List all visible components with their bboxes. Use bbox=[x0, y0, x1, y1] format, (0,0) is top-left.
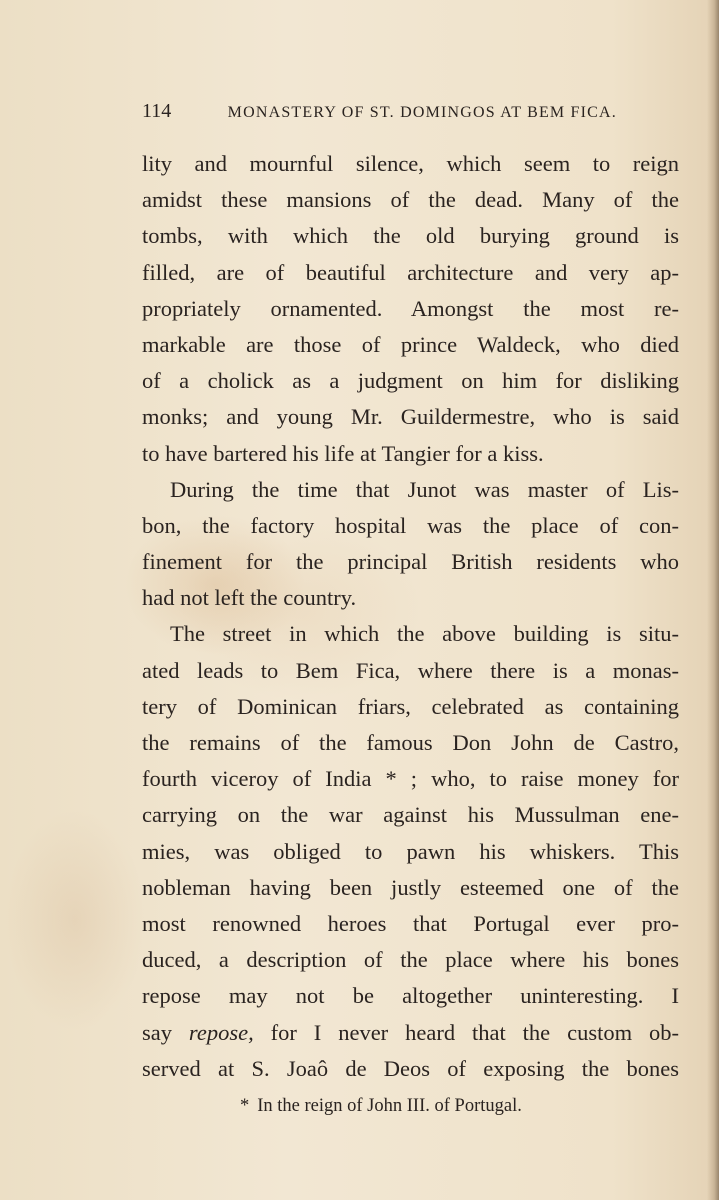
paragraph-start-line: During the time that Junot was master of Lis- bbox=[170, 476, 679, 502]
text-line: duced, a description of the place where his bones bbox=[142, 947, 679, 973]
text-line: the remains of the famous Don John de Castro, bbox=[142, 730, 679, 755]
footnote-text: In the reign of John III. of Portugal. bbox=[257, 1096, 522, 1116]
text-line: served at S. Joaô de Deos of exposing the bones bbox=[142, 1055, 679, 1081]
text-line: tery of Dominican friars, celebrated as containing bbox=[142, 693, 679, 719]
text-line: lity and mournful silence, which seem to reign bbox=[142, 151, 679, 176]
footnote-marker: * bbox=[240, 1096, 250, 1116]
text-line: markable are those of prince Waldeck, who died bbox=[142, 331, 679, 357]
text-line: ated leads to Bem Fica, where there is a monas- bbox=[142, 657, 679, 683]
text-line: finement for the principal British residents who bbox=[142, 549, 679, 575]
page-number: 114 bbox=[142, 100, 172, 122]
paragraph-start-line: The street in which the above building is situ- bbox=[170, 621, 679, 647]
text-line-with-italic bbox=[142, 1015, 679, 1051]
text-line: most renowned heroes that Portugal ever pro- bbox=[142, 910, 679, 936]
text-line: tombs, with which the old burying ground is bbox=[142, 223, 679, 249]
text-line: to have bartered his life at Tangier for a kiss. bbox=[142, 440, 544, 466]
text-line: carrying on the war against his Mussulman ene- bbox=[142, 802, 679, 828]
text-line: mies, was obliged to pawn his whiskers. This bbox=[142, 838, 679, 864]
text-line: monks; and young Mr. Guildermestre, who is said bbox=[142, 404, 679, 430]
running-head bbox=[142, 100, 617, 128]
body-text bbox=[142, 146, 679, 1087]
text-run: say bbox=[142, 1019, 189, 1045]
text-run: for I never heard that the custom ob- bbox=[253, 1019, 679, 1045]
text-line: of a cholick as a judgment on him for disliking bbox=[142, 368, 679, 394]
text-line: amidst these mansions of the dead. Many of the bbox=[142, 187, 679, 213]
text-line: fourth viceroy of India * ; who, to raise money for bbox=[142, 766, 679, 792]
footnote bbox=[240, 1096, 522, 1117]
text-line: bon, the factory hospital was the place of con- bbox=[142, 512, 679, 538]
text-line: filled, are of beautiful architecture and very ap- bbox=[142, 259, 679, 285]
text-line: propriately ornamented. Amongst the most re- bbox=[142, 295, 679, 321]
italic-word: repose, bbox=[188, 1019, 254, 1045]
running-title: MONASTERY OF ST. DOMINGOS AT BEM FICA. bbox=[227, 104, 617, 121]
text-line: had not left the country. bbox=[142, 585, 357, 611]
page-edge-shadow bbox=[707, 0, 719, 1200]
text-line: nobleman having been justly esteemed one of the bbox=[142, 874, 679, 900]
text-line: repose may not be altogether uninteresting. I bbox=[142, 983, 679, 1009]
